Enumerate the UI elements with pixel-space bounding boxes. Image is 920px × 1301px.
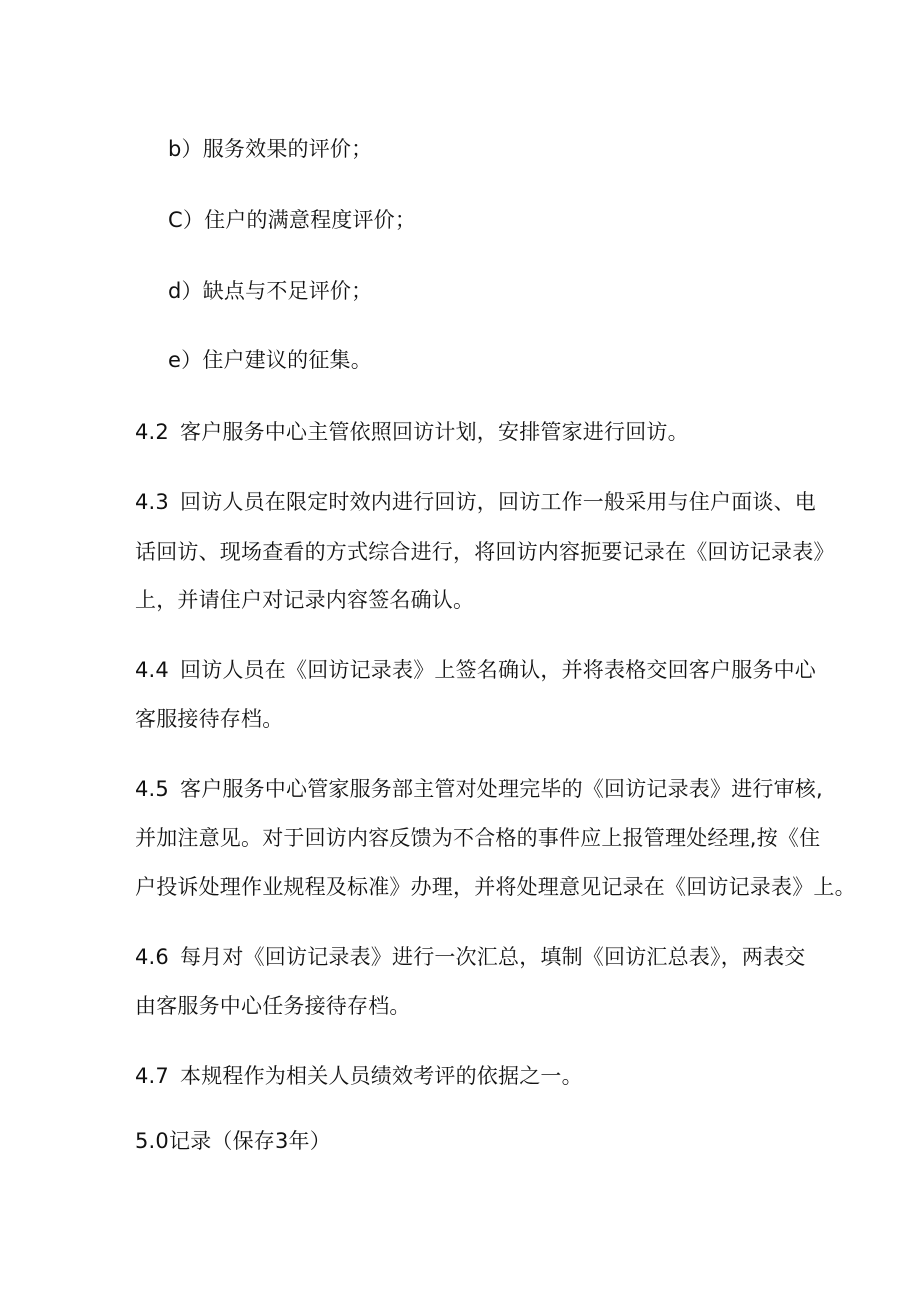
section-4-5-line-3: 户投诉处理作业规程及标准》办理，并将处理意见记录在《回访记录表》上。 [135, 875, 856, 899]
section-number: 4.5 [135, 777, 169, 801]
section-number: 4.3 [135, 490, 169, 514]
section-4-4 [135, 655, 816, 685]
section-4-3-line-3: 上，并请住户对记录内容签名确认。 [135, 588, 475, 612]
list-item-c: C）住户的满意程度评价； [168, 208, 417, 232]
section-number: 4.6 [135, 945, 169, 969]
section-4-6-line-2: 由客服务中心任务接待存档。 [135, 994, 411, 1018]
section-text: 回访人员在《回访记录表》上签名确认，并将表格交回客户服务中心 [180, 658, 816, 682]
section-4-5 [135, 774, 823, 804]
section-4-7 [135, 1061, 583, 1091]
list-item-e: e）住户建议的征集。 [168, 348, 372, 372]
section-text: 每月对《回访记录表》进行一次汇总，填制《回访汇总表》，两表交 [180, 945, 806, 969]
section-text: 本规程作为相关人员绩效考评的依据之一。 [180, 1064, 583, 1088]
section-number: 4.2 [135, 420, 169, 444]
section-text: 客户服务中心主管依照回访计划，安排管家进行回访。 [180, 420, 689, 444]
list-item-b: b）服务效果的评价； [168, 137, 373, 161]
section-4-3-line-2: 话回访、现场查看的方式综合进行，将回访内容扼要记录在《回访记录表》 [135, 540, 835, 564]
section-text: 回访人员在限定时效内进行回访，回访工作一般采用与住户面谈、电 [180, 490, 816, 514]
section-4-2 [135, 417, 689, 447]
records-heading: 5.0记录（保存3年） [135, 1129, 331, 1153]
section-4-3 [135, 487, 816, 517]
section-4-6 [135, 942, 806, 972]
section-number: 4.7 [135, 1064, 169, 1088]
list-item-d: d）缺点与不足评价； [168, 279, 373, 303]
section-number: 4.4 [135, 658, 169, 682]
section-text: 客户服务中心管家服务部主管对处理完毕的《回访记录表》进行审核, [180, 777, 823, 801]
section-4-4-line-2: 客服接待存档。 [135, 707, 284, 731]
section-4-5-line-2: 并加注意见。对于回访内容反馈为不合格的事件应上报管理处经理,按《住 [135, 826, 821, 850]
